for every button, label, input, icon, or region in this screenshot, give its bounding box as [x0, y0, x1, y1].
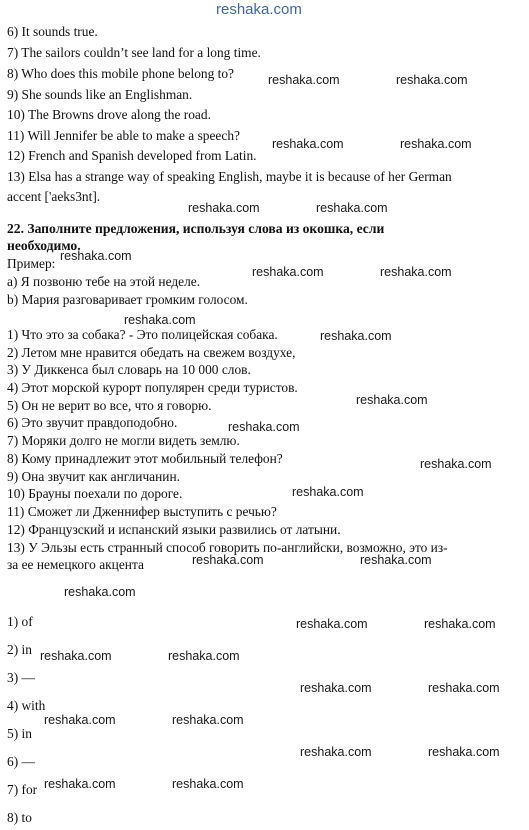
english-sentence: 11) Will Jennifer be able to make a speech? — [7, 128, 240, 143]
site-watermark: reshaka.com — [428, 745, 500, 759]
answer-item: 1) of — [7, 614, 33, 629]
answer-item: 5) in — [7, 726, 32, 741]
russian-sentence: 1) Что это за собака? - Это полицейская собака. — [7, 327, 278, 342]
example-sentence: a) Я позвоню тебе на этой неделе. — [7, 274, 201, 289]
site-watermark: reshaka.com — [292, 485, 364, 499]
site-watermark: reshaka.com — [60, 249, 132, 263]
answer-item: 7) for — [7, 782, 38, 797]
russian-sentence: 5) Он не верит во все, что я говорю. — [7, 398, 212, 413]
russian-sentence: 3) У Диккенса был словарь на 10 000 слов. — [7, 362, 251, 377]
site-watermark: reshaka.com — [316, 201, 388, 215]
english-sentence: 10) The Browns drove along the road. — [7, 107, 211, 122]
site-watermark: reshaka.com — [360, 553, 432, 567]
site-watermark: reshaka.com — [168, 649, 240, 663]
english-sentence: 9) She sounds like an Englishman. — [7, 87, 193, 102]
russian-sentence: 2) Летом мне нравится обедать на свежем воздухе, — [7, 345, 296, 360]
answer-item: 6) — — [7, 754, 35, 769]
site-watermark: reshaka.com — [380, 265, 452, 279]
site-watermark: reshaka.com — [396, 73, 468, 87]
site-watermark: reshaka.com — [44, 777, 116, 791]
english-sentence: 8) Who does this mobile phone belong to? — [7, 66, 234, 81]
site-watermark: reshaka.com — [320, 329, 392, 343]
site-watermark: reshaka.com — [300, 681, 372, 695]
site-watermark: reshaka.com — [252, 265, 324, 279]
site-watermark: reshaka.com — [300, 745, 372, 759]
answer-item: 4) with — [7, 698, 46, 713]
russian-sentence: за ее немецкого акцента — [7, 557, 144, 572]
site-watermark: reshaka.com — [428, 681, 500, 695]
exercise-heading: 22. Заполните предложения, используя слова из окошка, если — [7, 221, 385, 236]
site-watermark-top: reshaka.com — [216, 1, 302, 18]
russian-sentence: 13) У Эльзы есть странный способ говорить по-английски, возможно, это из- — [7, 540, 448, 555]
example-sentence: b) Мария разговаривает громким голосом. — [7, 292, 248, 307]
site-watermark: reshaka.com — [296, 617, 368, 631]
russian-sentence: 4) Этот морской курорт популярен среди туристов. — [7, 380, 298, 395]
russian-sentence: 8) Кому принадлежит этот мобильный телефон? — [7, 451, 283, 466]
site-watermark: reshaka.com — [272, 137, 344, 151]
russian-sentence: 10) Брауны поехали по дороге. — [7, 486, 183, 501]
exercise-heading: необходимо. — [7, 238, 81, 253]
example-label: Пример: — [7, 256, 56, 271]
site-watermark: reshaka.com — [188, 201, 260, 215]
site-watermark: reshaka.com — [172, 713, 244, 727]
site-watermark: reshaka.com — [420, 457, 492, 471]
russian-sentence: 9) Она звучит как англичанин. — [7, 469, 180, 484]
site-watermark: reshaka.com — [228, 420, 300, 434]
english-sentence: 7) The sailors couldn’t see land for a long time. — [7, 45, 261, 60]
site-watermark: reshaka.com — [192, 553, 264, 567]
site-watermark: reshaka.com — [400, 137, 472, 151]
site-watermark: reshaka.com — [424, 617, 496, 631]
site-watermark: reshaka.com — [40, 649, 112, 663]
russian-sentence: 6) Это звучит правдоподобно. — [7, 415, 178, 430]
answer-item: 3) — — [7, 670, 35, 685]
english-sentence: 6) It sounds true. — [7, 24, 98, 39]
site-watermark: reshaka.com — [124, 313, 196, 327]
site-watermark: reshaka.com — [268, 73, 340, 87]
russian-sentence: 12) Французский и испанский языки развились от латыни. — [7, 522, 341, 537]
site-watermark: reshaka.com — [64, 585, 136, 599]
site-watermark: reshaka.com — [44, 713, 116, 727]
answer-item: 2) in — [7, 642, 32, 657]
russian-sentence: 11) Сможет ли Дженнифер выступить с речью? — [7, 504, 277, 519]
site-watermark: reshaka.com — [356, 393, 428, 407]
english-sentence: accent ['aeks3nt]. — [7, 189, 101, 204]
english-sentence: 12) French and Spanish developed from Latin. — [7, 148, 257, 163]
english-sentence: 13) Elsa has a strange way of speaking English, maybe it is because of her German — [7, 169, 452, 184]
site-watermark: reshaka.com — [172, 777, 244, 791]
answer-item: 8) to — [7, 810, 32, 825]
russian-sentence: 7) Моряки долго не могли видеть землю. — [7, 433, 240, 448]
